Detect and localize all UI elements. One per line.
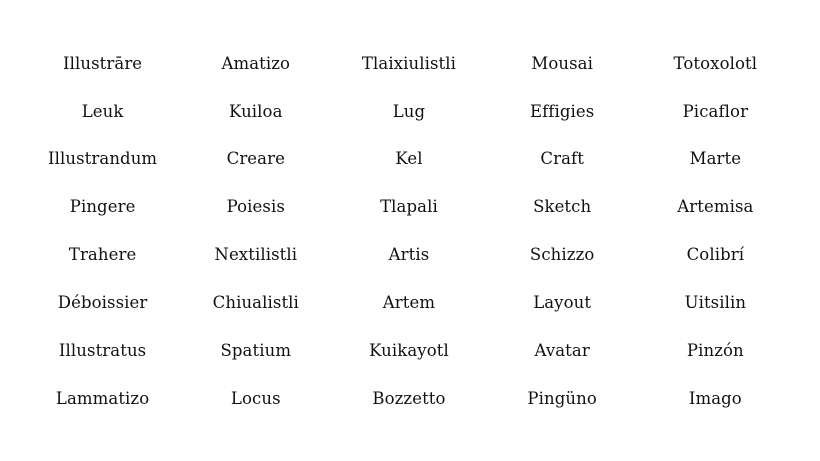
word-cell: Picaflor [682,101,749,121]
word-cell: Tlapali [380,197,438,217]
word-cell: Kel [395,149,423,169]
word-cell: Illustrāre [63,53,143,73]
word-cell: Colibrí [686,245,745,265]
word-cell: Effigies [529,101,595,121]
word-cell: Bozzetto [372,388,446,408]
word-cell: Layout [533,292,592,312]
word-cell: Marte [689,149,742,169]
word-cell: Tlaixiulistli [361,53,457,73]
word-cell: Poiesis [226,197,285,217]
word-cell: Creare [226,149,285,169]
word-cell: Schizzo [529,245,595,265]
word-grid [26,40,792,423]
word-cell: Locus [230,388,281,408]
word-cell: Illustrandum [48,149,158,169]
word-cell: Nextilistli [214,245,298,265]
word-cell: Lug [392,101,426,121]
word-cell: Uitsilin [684,292,747,312]
word-cell: Artemisa [677,197,754,217]
word-cell: Imago [688,388,742,408]
word-cell: Trahere [68,245,137,265]
word-cell: Kuikayotl [369,340,449,360]
word-cell: Lammatizo [55,388,150,408]
word-cell: Sketch [533,197,592,217]
word-cell: Déboissier [57,292,148,312]
word-cell: Pinzón [686,340,744,360]
word-cell: Pingüno [527,388,597,408]
word-cell: Avatar [534,340,590,360]
word-cell: Illustratus [58,340,147,360]
word-cell: Artem [382,292,436,312]
word-cell: Leuk [81,101,124,121]
word-cell: Artis [388,245,430,265]
word-cell: Craft [540,149,584,169]
word-cell: Chiualistli [212,292,299,312]
word-cell: Pingere [69,197,136,217]
word-cell: Spatium [220,340,292,360]
word-cell: Totoxolotl [673,53,758,73]
word-cell: Mousai [531,53,593,73]
word-cell: Amatizo [221,53,291,73]
word-cell: Kuiloa [229,101,283,121]
